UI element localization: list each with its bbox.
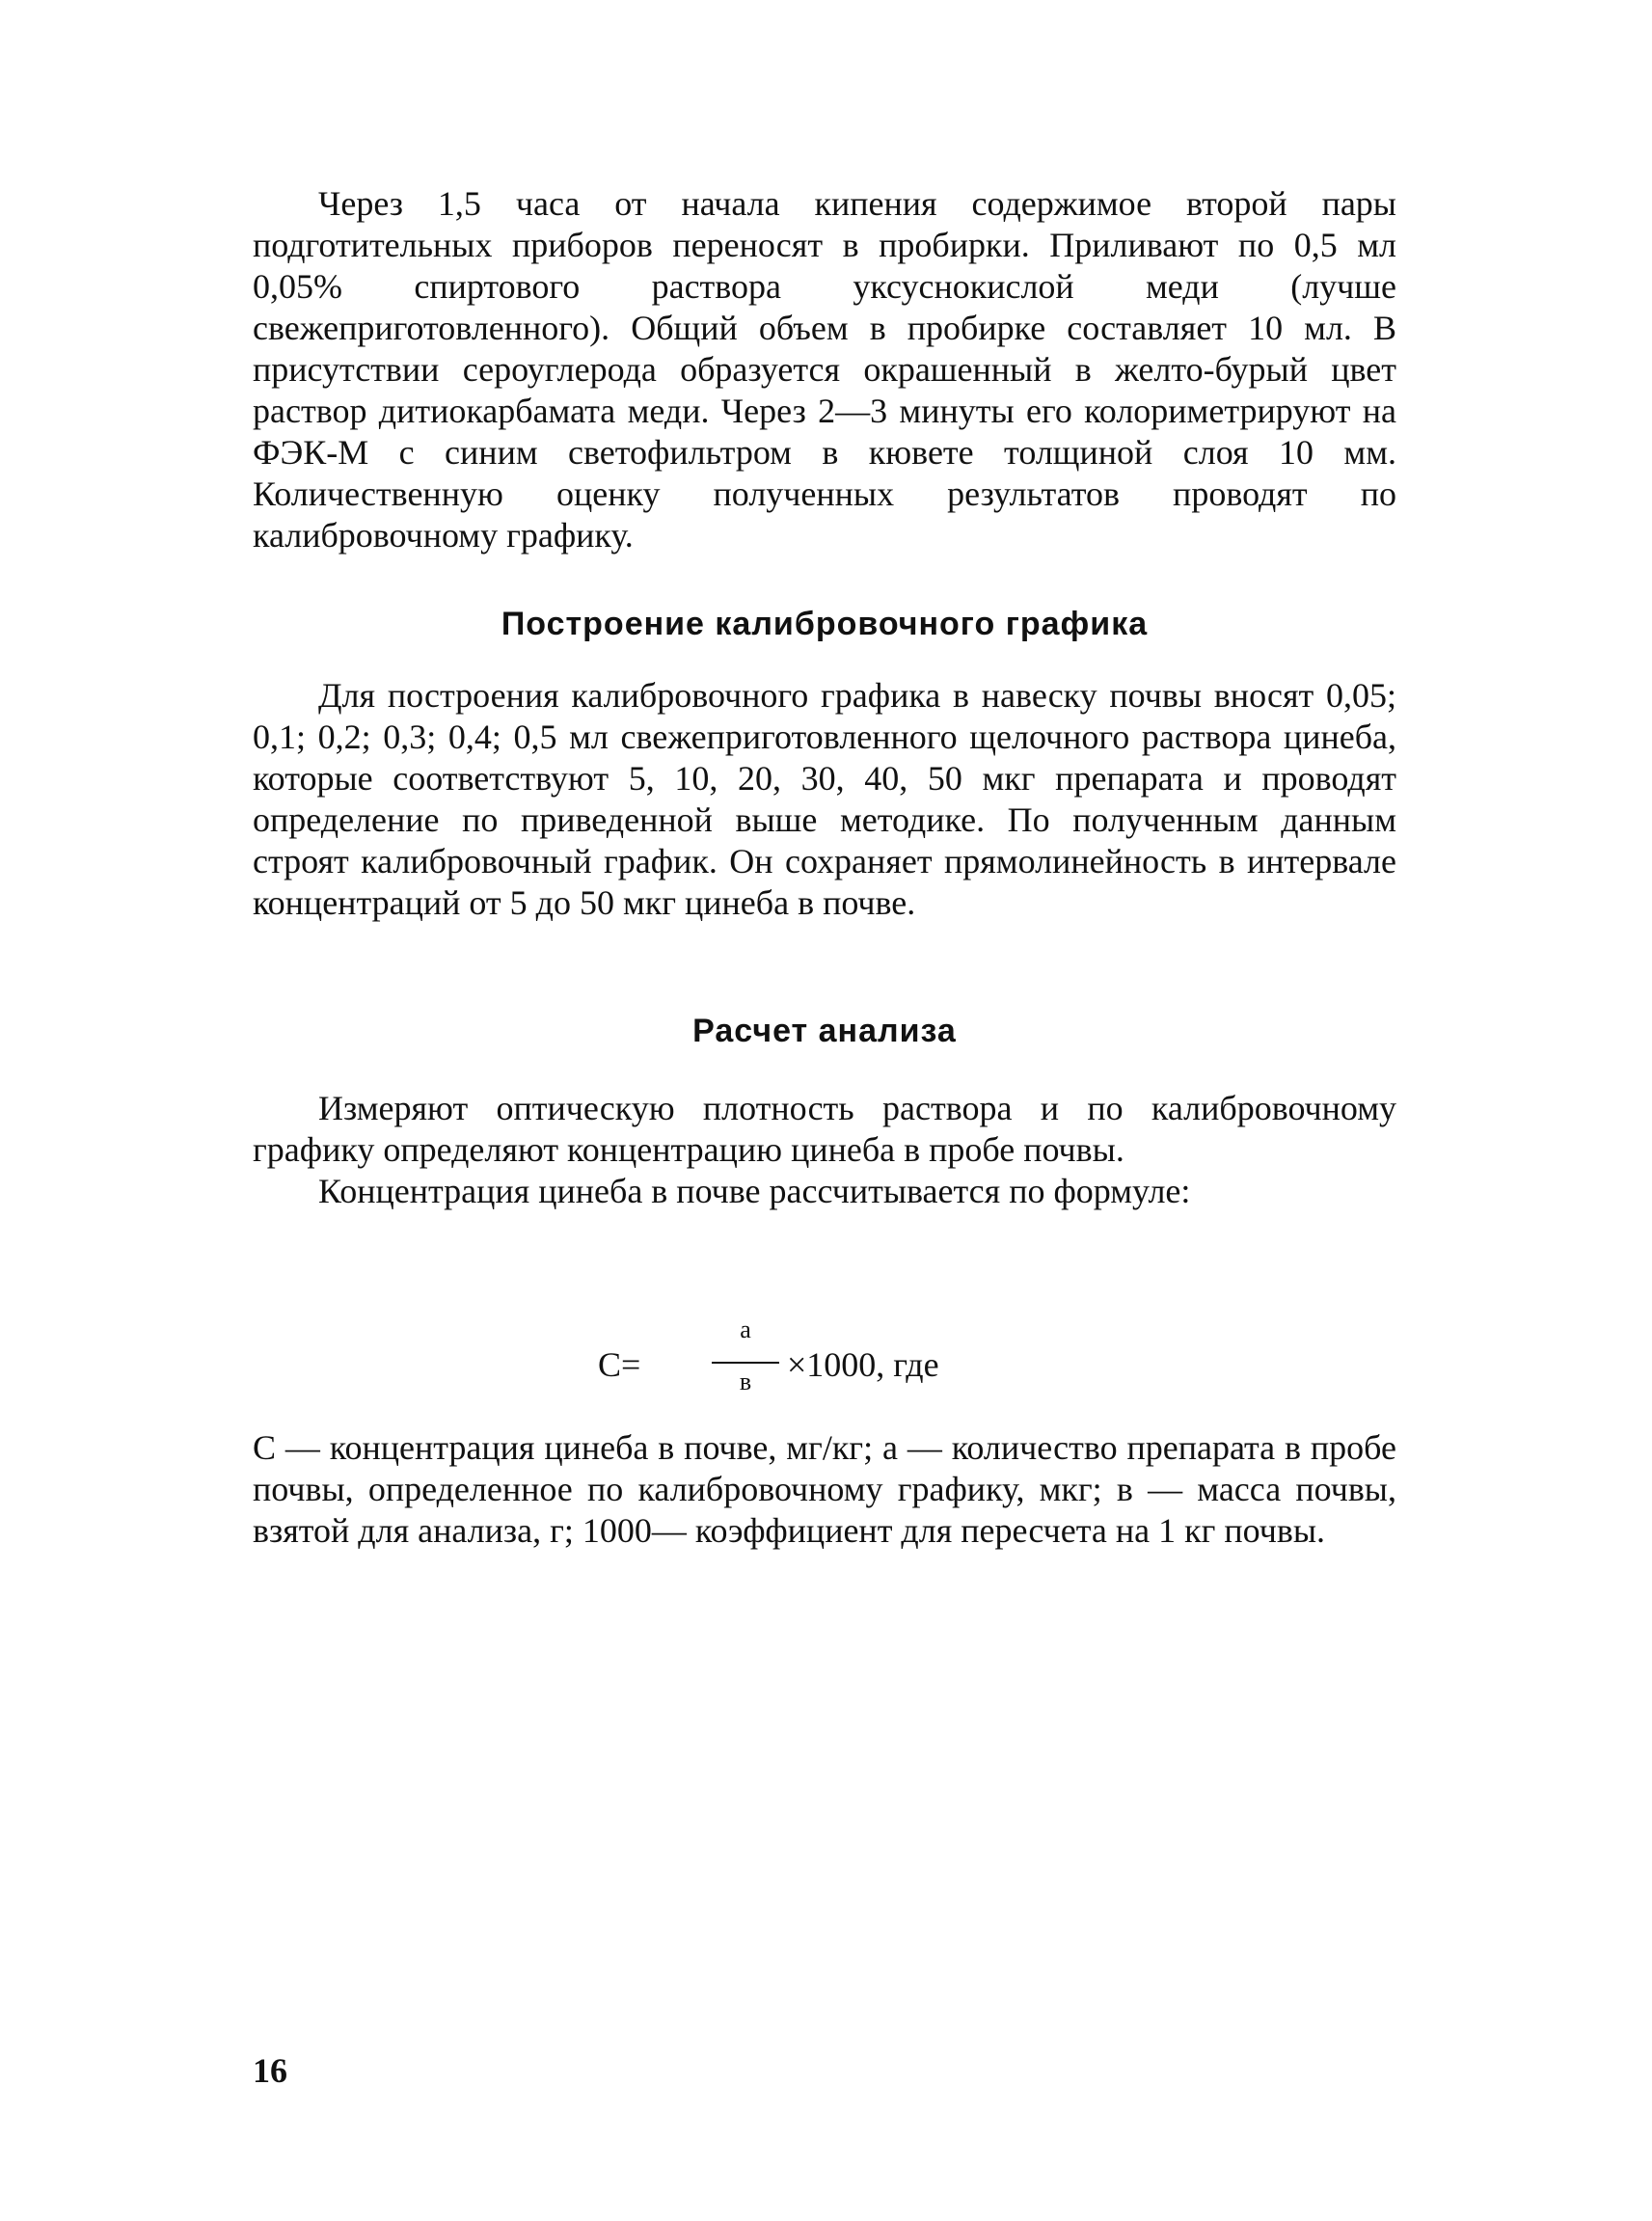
paragraph-text: Измеряют оптическую плотность раствора и по калибровочному графику определяют концентрацию цинеба в пробе почвы. [253,1089,1396,1169]
paragraph-calibration [253,675,1396,924]
paragraph-text: Для построения калибровочного графика в навеску почвы вносят 0,05; 0,1; 0,2; 0,3; 0,4; 0,5 мл свежеприготовленного щелочного раствора цинеба, которые соответствуют 5, 10, 20, 30, 40, 50 мкг препарата и проводят определение по приведенной выше методике. По полученным данным строят калибровочный график. Он сохраняет прямолинейность в интервале концентраций от 5 до 50 мкг цинеба в почве. [253,676,1396,922]
formula [598,1312,1138,1418]
section-heading-calculation: Расчет анализа [692,1013,957,1049]
formula-denominator: в [739,1368,752,1395]
paragraph-calculation [253,1088,1396,1212]
formula-numerator: а [740,1315,751,1343]
paragraph-text: С — концентрация цинеба в почве, мг/кг; а — количество препарата в пробе почвы, определенное по калибровочному графику, мкг; в — масса почвы, взятой для анализа, г; 1000— коэффициент для пересчета на 1 кг почвы. [253,1428,1396,1550]
paragraph-text: Концентрация цинеба в почве рассчитывается по формуле: [318,1172,1191,1210]
page-number: 16 [253,2051,287,2090]
fraction-bar [712,1362,779,1364]
paragraph-text: Через 1,5 часа от начала кипения содержимое второй пары подготительных приборов переносят в пробирки. Приливают по 0,5 мл 0,05% спиртового раствора уксуснокислой меди (лучше свежеприготовленного). Общий объем в пробирке составляет 10 мл. В присутствии сероуглерода образуется окрашенный в желто-бурый цвет раствор дитиокарбамата меди. Через 2—3 минуты его колориметрируют на ФЭК-М с синим светофильтром в кювете толщиной слоя 10 мм. Количественную оценку полученных результатов проводят по калибровочному графику. [253,184,1396,555]
paragraph-legend [253,1427,1396,1552]
formula-lhs: С= [598,1345,641,1384]
formula-fraction [712,1312,779,1408]
paragraph-procedure [253,183,1396,556]
formula-rhs: ×1000, где [787,1345,939,1384]
section-heading-calibration: Построение калибровочного графика [501,606,1149,642]
